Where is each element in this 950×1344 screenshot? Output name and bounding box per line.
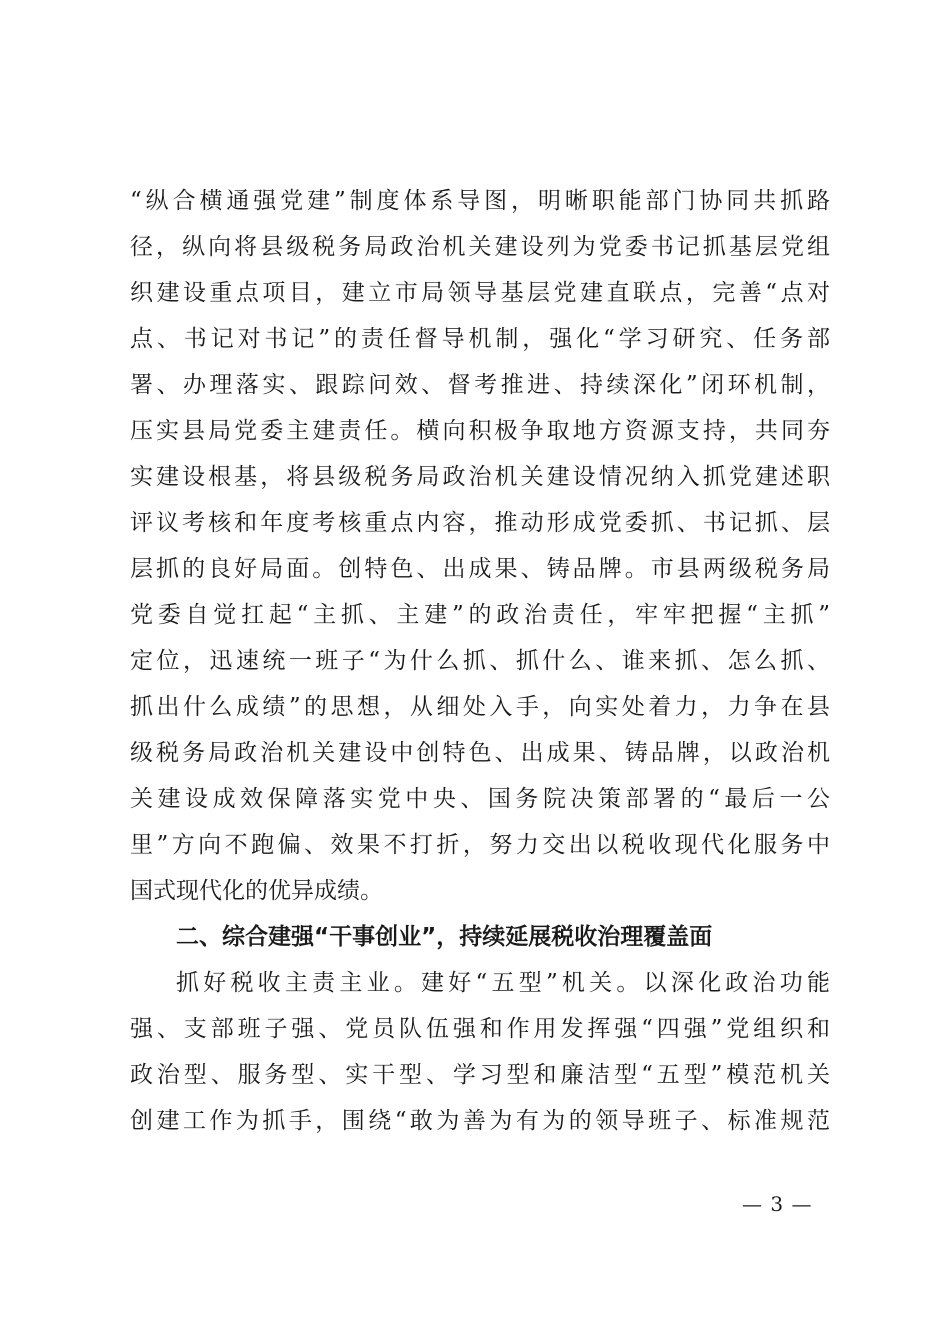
- paragraph-line: 政治型、服务型、实干型、学习型和廉洁型“五型”模范机关: [130, 1062, 830, 1088]
- paragraph-line: 关建设成效保障落实党中央、国务院决策部署的“最后一公: [130, 786, 830, 812]
- paragraph-line: 层抓的良好局面。创特色、出成果、铸品牌。市县两级税务局: [130, 556, 830, 582]
- paragraph-line: 点、书记对书记”的责任督导机制，强化“学习研究、任务部: [130, 326, 830, 352]
- paragraph-line: 党委自觉扛起“主抓、主建”的政治责任，牢牢把握“主抓”: [130, 602, 830, 628]
- paragraph-line: 径，纵向将县级税务局政治机关建设列为党委书记抓基层党组: [130, 234, 830, 260]
- paragraph-line: 抓好税收主责主业。建好“五型”机关。以深化政治功能: [176, 970, 830, 996]
- paragraph-line: 级税务局政治机关建设中创特色、出成果、铸品牌，以政治机: [130, 740, 830, 766]
- paragraph-line: 强、支部班子强、党员队伍强和作用发挥强“四强”党组织和: [130, 1016, 830, 1042]
- paragraph-line: 署、办理落实、跟踪问效、督考推进、持续深化”闭环机制，: [130, 372, 830, 398]
- paragraph-line: 织建设重点项目，建立市局领导基层党建直联点，完善“点对: [130, 280, 830, 306]
- paragraph-line: 定位，迅速统一班子“为什么抓、抓什么、谁来抓、怎么抓、: [130, 648, 830, 674]
- paragraph-line: 国式现代化的优异成绩。: [130, 878, 383, 904]
- section-heading: 二、综合建强“干事创业”，持续延展税收治理覆盖面: [176, 924, 713, 950]
- paragraph-line: 里”方向不跑偏、效果不打折，努力交出以税收现代化服务中: [130, 832, 830, 858]
- paragraph-line: 压实县局党委主建责任。横向积极争取地方资源支持，共同夯: [130, 418, 830, 444]
- paragraph-line: 创建工作为抓手，围绕“敢为善为有为的领导班子、标准规范: [130, 1108, 830, 1134]
- paragraph-line: 评议考核和年度考核重点内容，推动形成党委抓、书记抓、层: [130, 510, 830, 536]
- paragraph-line: 抓出什么成绩”的思想，从细处入手，向实处着力，力争在县: [130, 694, 830, 720]
- paragraph-line: “纵合横通强党建”制度体系导图，明晰职能部门协同共抓路: [130, 188, 830, 214]
- paragraph-line: 实建设根基，将县级税务局政治机关建设情况纳入抓党建述职: [130, 464, 830, 490]
- page-number: — 3 —: [742, 1192, 813, 1216]
- body-text: [130, 178, 830, 1144]
